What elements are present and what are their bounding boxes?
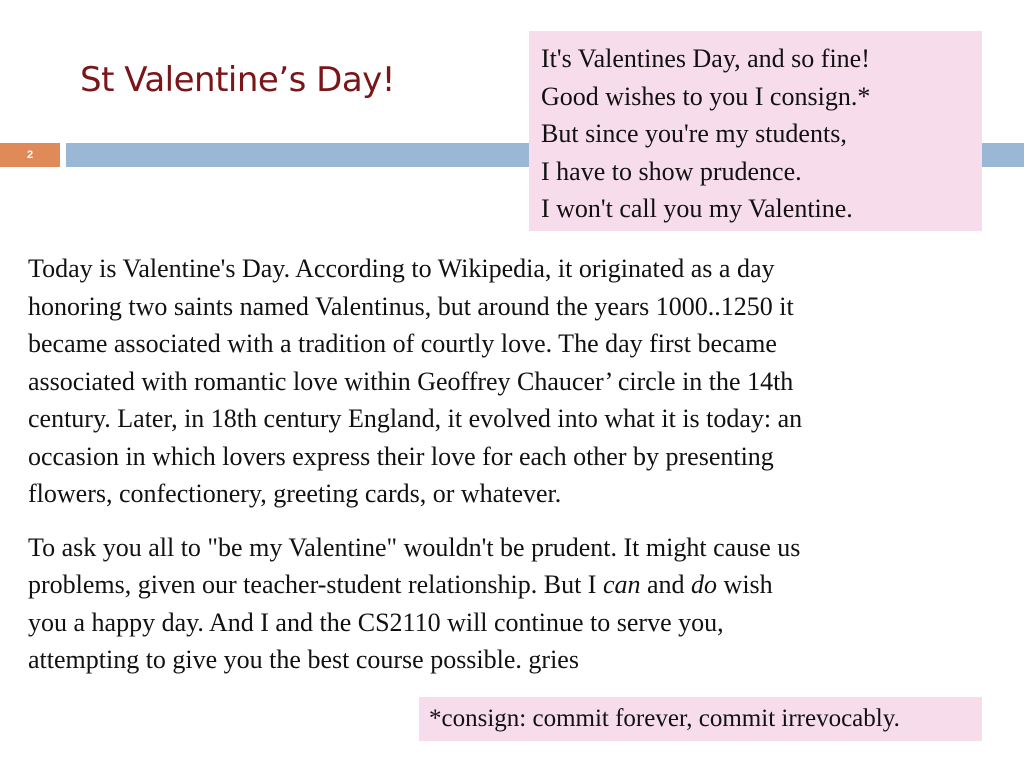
text-line: century. Later, in 18th century England, it evolved into what it is today: an [28,404,803,433]
text-segment: problems, given our teacher-student relationship. But I [28,570,603,599]
page-number-badge: 2 [0,143,60,167]
poem-line: But since you're my students, [541,119,847,148]
text-line: Today is Valentine's Day. According to Wikipedia, it originated as a day [28,254,775,283]
body-text [28,250,1003,679]
poem-line: I have to show prudence. [541,156,802,186]
text-line: attempting to give you the best course possible. gries [28,645,579,674]
text-line: occasion in which lovers express their love for each other by presenting [28,441,774,471]
text-line: honoring two saints named Valentinus, but around the years 1000..1250 it [28,291,794,321]
text-line: you a happy day. And I and the CS2110 will continue to serve you, [28,607,724,637]
poem-line: Good wishes to you I consign.* [541,81,871,111]
text-segment: and [640,570,692,599]
text-line: To ask you all to "be my Valentine" wouldn't be prudent. It might cause us [28,532,801,562]
text-line: associated with romantic love within Geoffrey Chaucer’ circle in the 14th [28,366,794,396]
text-line: flowers, confectionery, greeting cards, or whatever. [28,479,562,508]
text-line [28,566,1003,604]
paragraph-2 [28,529,1003,679]
text-line: became associated with a tradition of courtly love. The day first became [28,329,777,358]
slide-title: St Valentine’s Day! [80,60,395,100]
poem-line: I won't call you my Valentine. [541,194,853,223]
paragraph-1 [28,250,1003,513]
emphasis-can: can [602,570,641,599]
poem-line: It's Valentines Day, and so fine! [541,44,870,73]
footnote-box: *consign: commit forever, commit irrevocably. [419,697,982,741]
poem-box [529,31,982,231]
text-segment: wish [717,570,773,599]
emphasis-do: do [691,570,718,599]
